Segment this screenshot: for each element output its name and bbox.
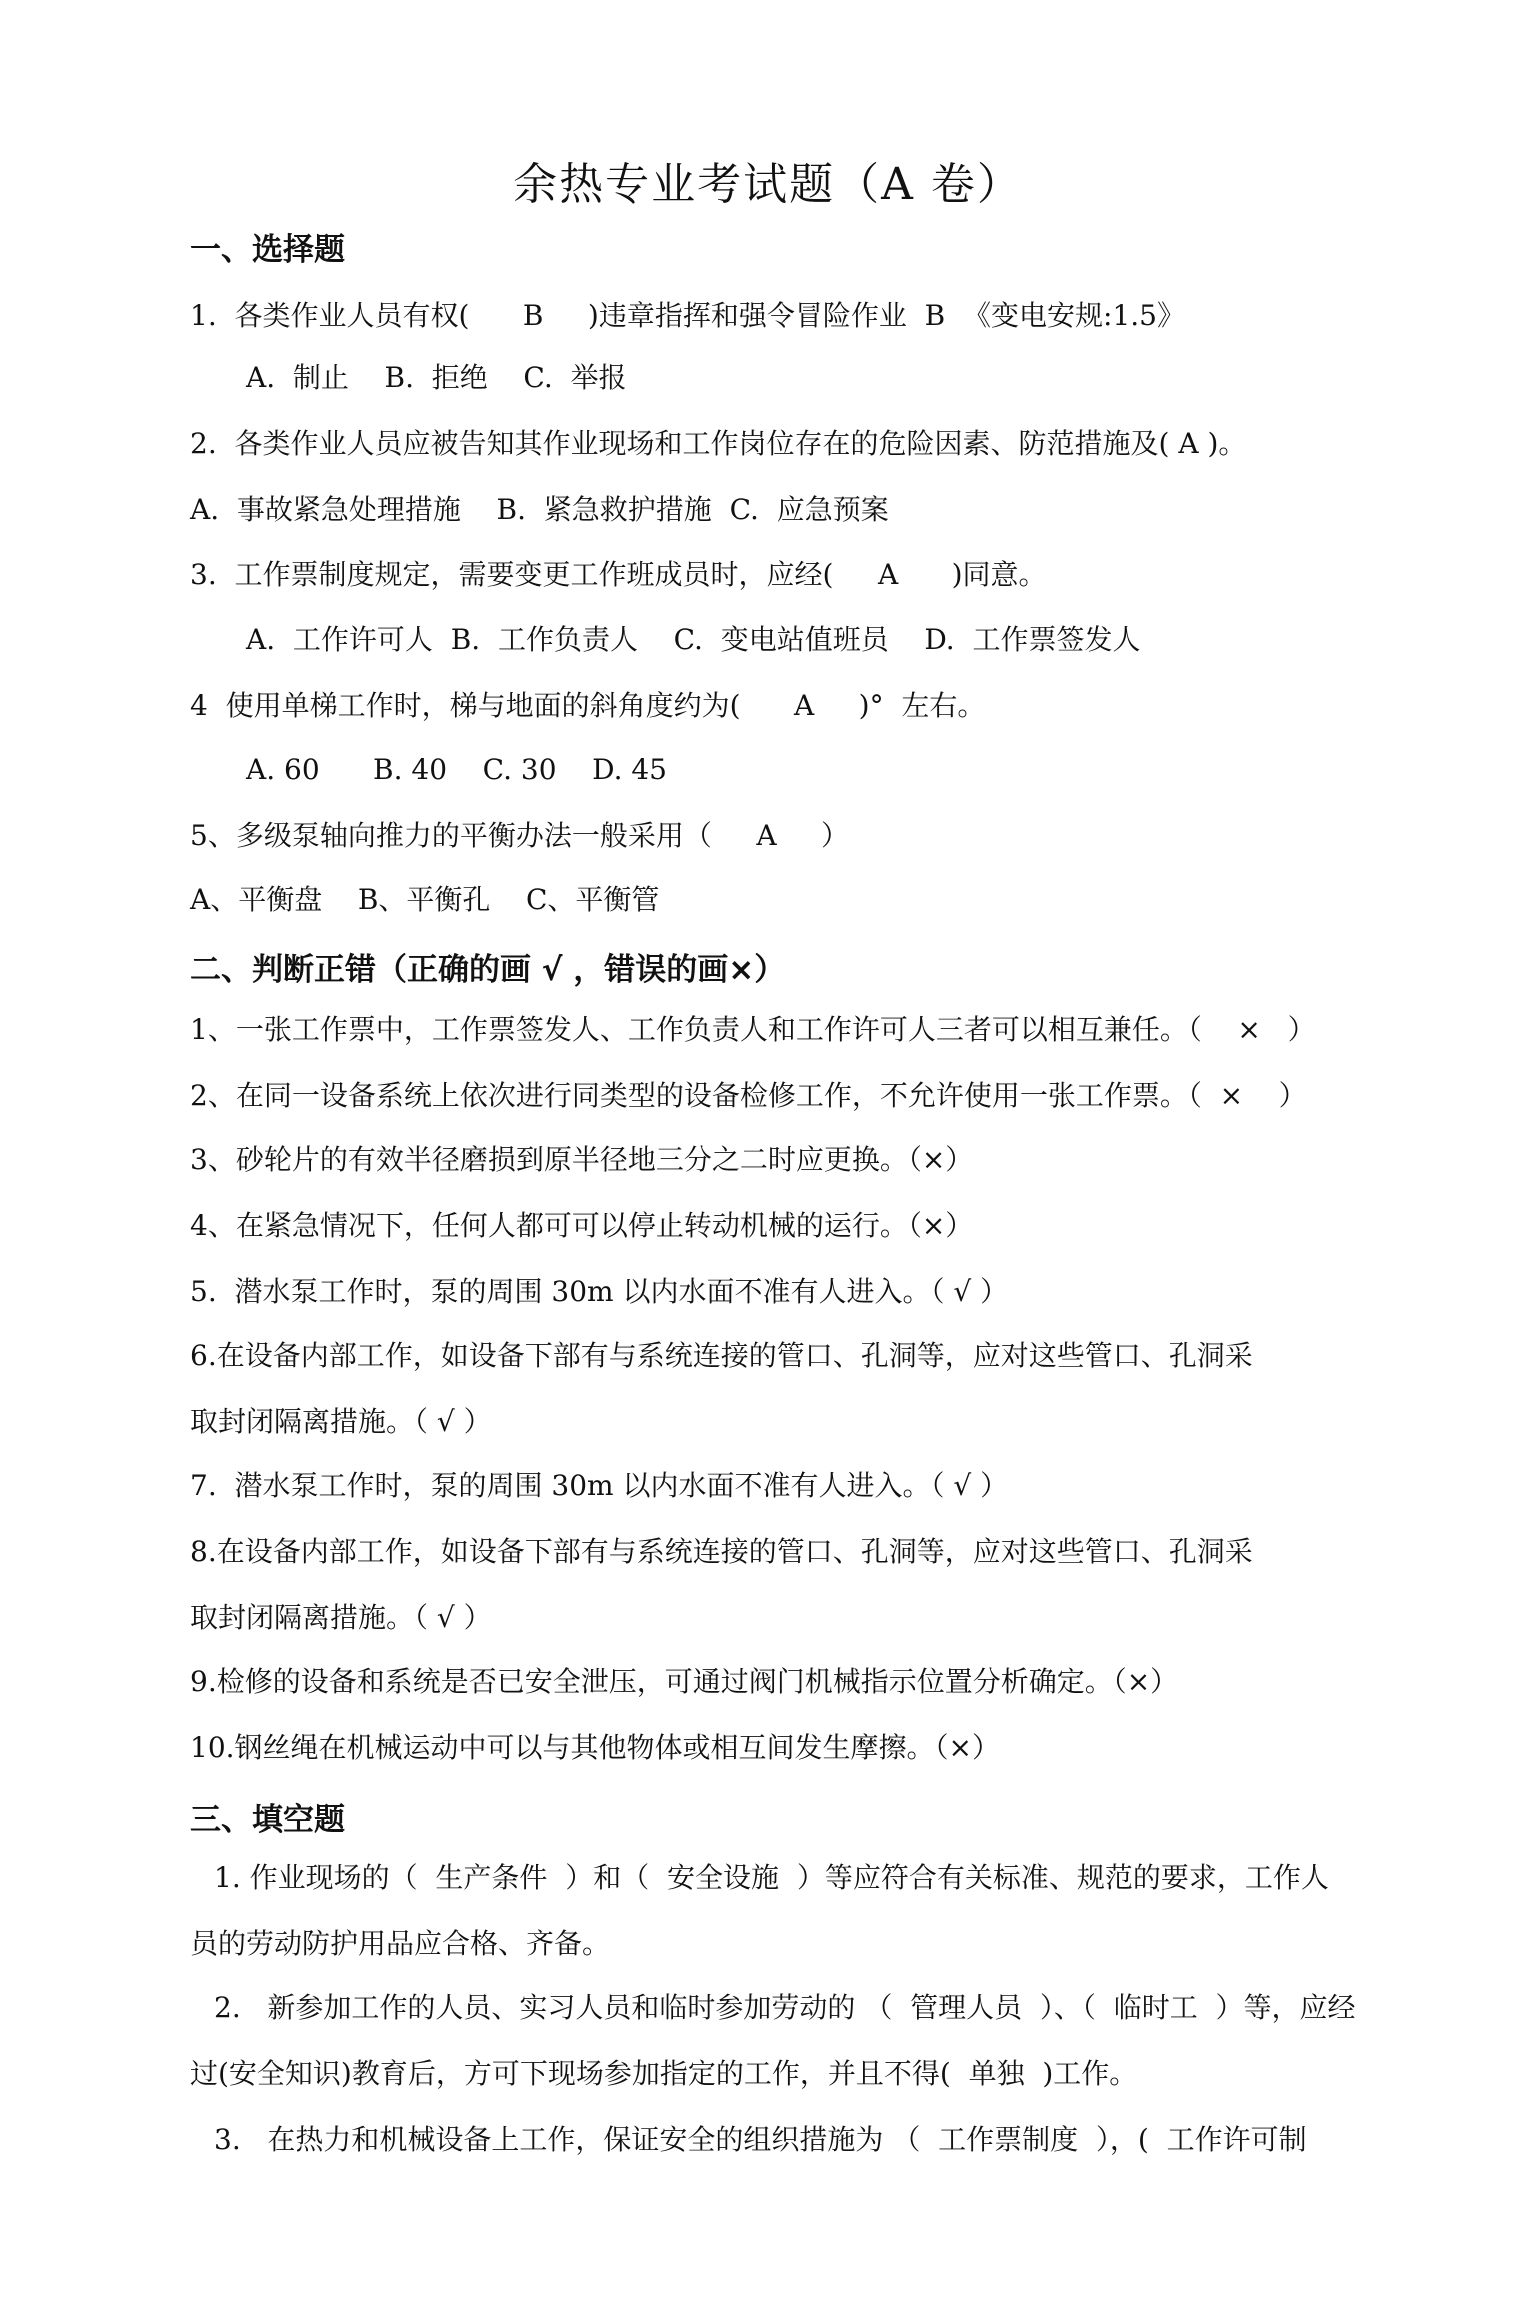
section-heading-choice: 一、选择题 <box>190 232 345 268</box>
fill-line: 2. 新参加工作的人员、实习人员和临时参加劳动的 （ 管理人员 ）、（ 临时工 ）等，应经 <box>214 1991 1356 2024</box>
statement-line: 7. 潜水泵工作时，泵的周围 30m 以内水面不准有人进入。（ √ ） <box>190 1469 1009 1502</box>
question-line: 1. 各类作业人员有权( B )违章指挥和强令冒险作业 B 《变电安规:1.5》 <box>190 299 1185 332</box>
question-line: 2. 各类作业人员应被告知其作业现场和工作岗位存在的危险因素、防范措施及( A )。 <box>190 427 1247 460</box>
question-line: 5、多级泵轴向推力的平衡办法一般采用（ A ） <box>190 819 850 852</box>
fill-line: 1. 作业现场的（ 生产条件 ）和（ 安全设施 ）等应符合有关标准、规范的要求，工作人 <box>214 1861 1329 1894</box>
fill-line: 员的劳动防护用品应合格、齐备。 <box>190 1927 611 1960</box>
option-line: A. 60 B. 40 C. 30 D. 45 <box>246 753 667 786</box>
statement-line: 3、砂轮片的有效半径磨损到原半径地三分之二时应更换。（×） <box>190 1143 974 1176</box>
fill-line: 3. 在热力和机械设备上工作，保证安全的组织措施为 （ 工作票制度 ），( 工作许可制 <box>214 2123 1307 2156</box>
statement-line: 4、在紧急情况下，任何人都可可以停止转动机械的运行。（×） <box>190 1209 974 1242</box>
statement-line: 10.钢丝绳在机械运动中可以与其他物体或相互间发生摩擦。（×） <box>190 1731 1000 1764</box>
option-line: A. 制止 B. 拒绝 C. 举报 <box>246 361 627 394</box>
statement-line: 2、在同一设备系统上依次进行同类型的设备检修工作，不允许使用一张工作票。（ × ） <box>190 1079 1307 1112</box>
statement-line: 5. 潜水泵工作时，泵的周围 30m 以内水面不准有人进入。（ √ ） <box>190 1275 1009 1308</box>
section-heading-judge: 二、判断正错（正确的画 √ ，错误的画×） <box>190 952 786 988</box>
statement-line: 9.检修的设备和系统是否已安全泄压，可通过阀门机械指示位置分析确定。（×） <box>190 1665 1179 1698</box>
option-line: A. 工作许可人 B. 工作负责人 C. 变电站值班员 D. 工作票签发人 <box>246 623 1141 656</box>
statement-line: 8.在设备内部工作，如设备下部有与系统连接的管口、孔洞等，应对这些管口、孔洞采 <box>190 1535 1253 1568</box>
option-line: A、平衡盘 B、平衡孔 C、平衡管 <box>190 883 660 916</box>
statement-line: 1、一张工作票中，工作票签发人、工作负责人和工作许可人三者可以相互兼任。（ × ） <box>190 1013 1316 1046</box>
question-line: 3. 工作票制度规定，需要变更工作班成员时，应经( A )同意。 <box>190 558 1047 591</box>
section-heading-fill: 三、填空题 <box>190 1802 345 1838</box>
statement-line: 取封闭隔离措施。（ √ ） <box>190 1601 492 1634</box>
fill-line: 过(安全知识)教育后，方可下现场参加指定的工作，并且不得( 单独 )工作。 <box>190 2057 1138 2090</box>
option-line: A. 事故紧急处理措施 B. 紧急救护措施 C. 应急预案 <box>190 493 889 526</box>
statement-line: 取封闭隔离措施。（ √ ） <box>190 1405 492 1438</box>
question-line: 4 使用单梯工作时，梯与地面的斜角度约为( A )° 左右。 <box>190 689 986 722</box>
page-title: 余热专业考试题（A 卷） <box>513 159 1023 210</box>
statement-line: 6.在设备内部工作，如设备下部有与系统连接的管口、孔洞等，应对这些管口、孔洞采 <box>190 1339 1253 1372</box>
